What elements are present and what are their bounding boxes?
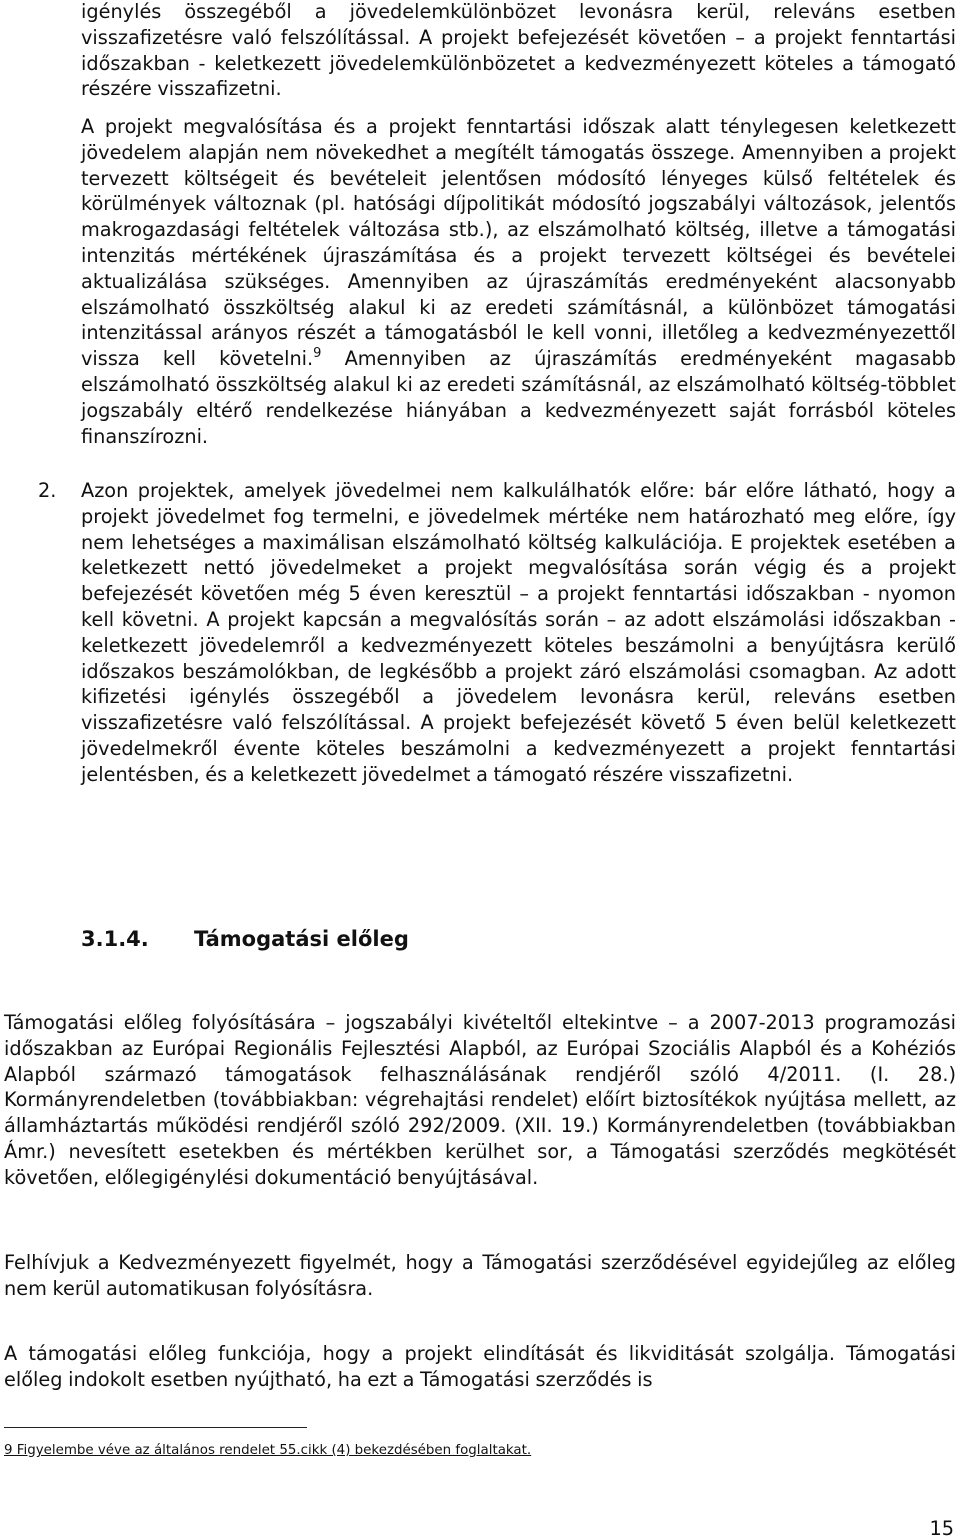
paragraph-recalculation bbox=[81, 114, 956, 449]
section-title: Támogatási előleg bbox=[194, 927, 409, 951]
footnote-divider bbox=[4, 1427, 307, 1428]
footnote-text: 9 Figyelembe véve az általános rendelet 55.cikk (4) bekezdésében foglaltakat. bbox=[4, 1443, 532, 1458]
paragraph-function: A támogatási előleg funkciója, hogy a projekt elindítását és likviditását szolgálja. Támogatási előleg indokolt esetben nyújtható, ha ezt a Támogatási szerződés is bbox=[4, 1342, 956, 1391]
paragraph-recalculation-text: A projekt megvalósítása és a projekt fenntartási időszak alatt ténylegesen keletkezett jövedelem alapján nem növekedhet a megítélt támogatás összege. Amennyiben a projekt tervezett költségeit és bevételeit jelentősen módosító lényeges külső feltételek és körülmények változnak (pl. hatósági díjpolitikát módosító jogszabályi változások, jelentős makrogazdasági feltételek változása stb.), az elszámolható költség, illetve a támogatási intenzitás mértékének újraszámítása és a projekt tervezett költségei és bevételei aktualizálása szükséges. Amennyiben az újraszámítás eredményeként alacsonyabb elszámolható összköltség alakul ki az eredeti számításnál, a különbözet támogatási intenzitással arányos részét a támogatásból le kell vonni, illetőleg a kedvezményezettől vissza kell követelni. bbox=[81, 115, 956, 371]
item-number: 2. bbox=[38, 479, 57, 502]
paragraph-intro-text: igénylés összegéből a jövedelemkülönbözet levonásra kerül, releváns esetben visszafizetésre való felszólítással. A projekt befejezését követően – a projekt fenntartási időszakban - keletkezett jövedelemkülönbözetet a kedvezményezett köteles a támogató részére visszafizetni. bbox=[81, 0, 956, 101]
item-text: Azon projektek, amelyek jövedelmei nem kalkulálhatók előre: bár előre látható, hogy a projekt jövedelmet fog termelni, e jövedelmek mértéke nem határozható meg előre, így nem lehetséges a maximálisan elszámolható költség kalkulációja. E projektek esetében a keletkezett nettó jövedelmeket a projekt megvalósítása során végig és a projekt befejezését követően még 5 éven keresztül – a projekt fenntartási időszakban - nyomon kell követni. A projekt kapcsán a megvalósítás során – az adott elszámolási időszakban - keletkezett jövedelemről a kedvezményezett köteles beszámolni a benyújtásra kerülő időszakos beszámolókban, de legkésőbb a projekt záró elszámolási csomagban. Az adott kifizetési igénylés összegéből a jövedelem levonásra kerül, releváns esetben visszafizetésre való felszólítással. A projekt befejezését követő 5 éven belül keletkezett jövedelmekről évente köteles beszámolni a kedvezményezett a projekt fenntartási jelentésben, és a keletkezett jövedelmet a támogató részére visszafizetni. bbox=[81, 479, 956, 786]
paragraph-intro bbox=[81, 0, 956, 102]
page-number: 15 bbox=[929, 1517, 954, 1540]
paragraph-notice: Felhívjuk a Kedvezményezett figyelmét, hogy a Támogatási szerződésével egyidejűleg az előleg nem kerül automatikusan folyósításra. bbox=[4, 1251, 956, 1300]
section-heading bbox=[81, 925, 409, 953]
paragraph-recalculation-tail: Amennyiben az újraszámítás eredményeként magasabb elszámolható összköltség alakul ki az eredeti számításnál, az elszámolható költség-többlet jogszabály eltérő rendelkezése hiányában a kedvezményezett saját forrásból köteles finanszírozni. bbox=[81, 347, 956, 448]
paragraph-advance-payment: Támogatási előleg folyósítására – jogszabályi kivételtől eltekintve – a 2007-2013 programozási időszakban az Európai Regionális Fejlesztési Alapból, az Európai Szociális Alapból és a Kohéziós Alapból származó támogatások felhasználásának rendjéről szóló 4/2011. (I. 28.) Kormányrendeletben (továbbiakban: végrehajtási rendelet) előírt biztosítékok nyújtása mellett, az államháztartás működési rendjéről szóló 292/2009. (XII. 19.) Kormányrendeletben (továbbiakban Ámr.) nevesített esetekben és mértékben kerülhet sor, a Támogatási szerződés megkötését követően, előlegigénylési dokumentáció benyújtásával. bbox=[4, 1011, 956, 1189]
section-number: 3.1.4. bbox=[81, 927, 149, 951]
footnote-reference: 9 bbox=[313, 346, 322, 362]
